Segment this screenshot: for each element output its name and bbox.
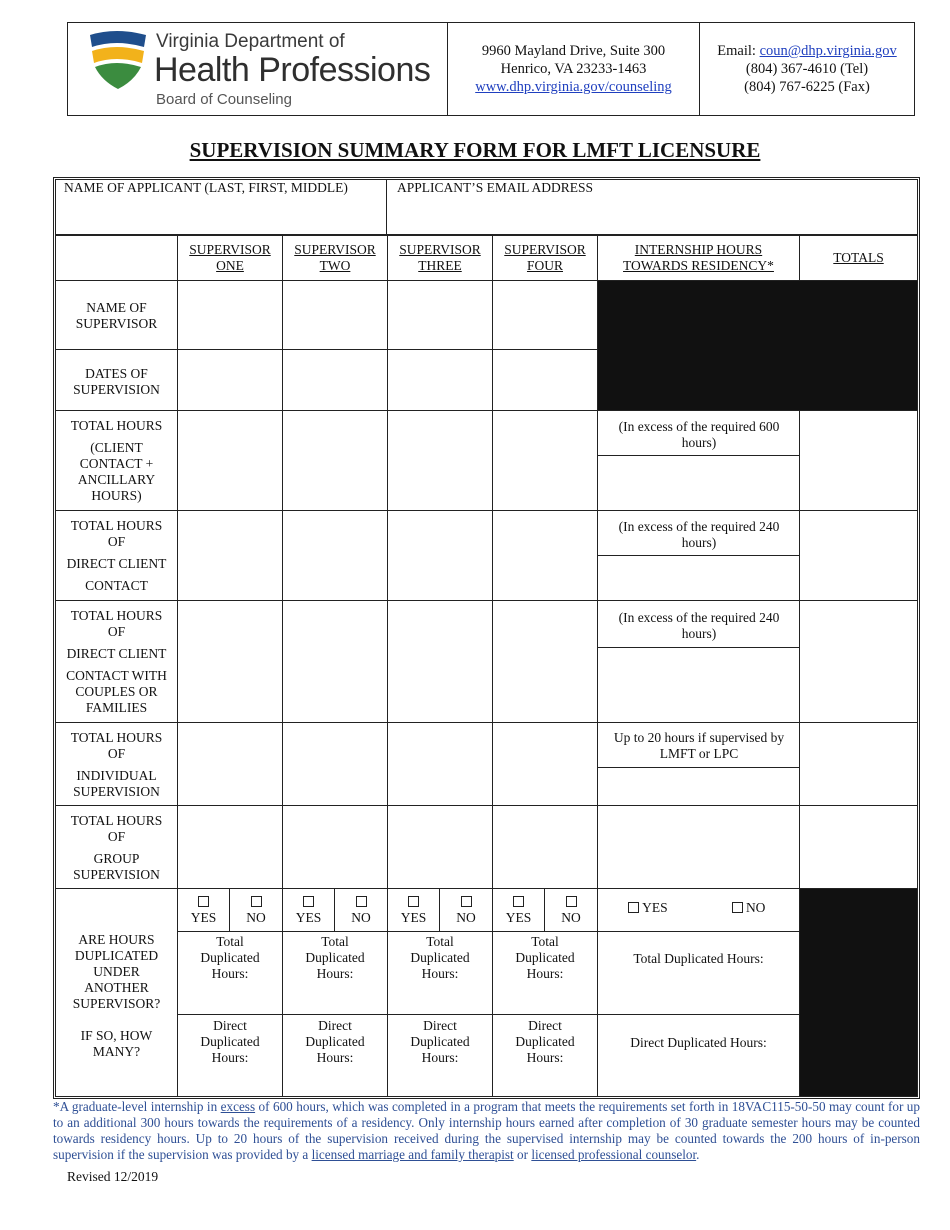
sup2-total-duplicated[interactable]: Total Duplicated Hours: (305, 934, 365, 981)
checkbox-icon (566, 896, 577, 907)
email-link[interactable]: coun@dhp.virginia.gov (759, 43, 897, 59)
email-label: Email: (717, 43, 760, 59)
address-block (448, 23, 700, 115)
col-header-supervisor-four: SUPERVISOR FOUR (504, 242, 586, 273)
internship-no-checkbox[interactable]: NO (698, 900, 799, 916)
sup4-direct-duplicated[interactable]: Direct Duplicated Hours: (515, 1018, 575, 1065)
row-label-total-hours: TOTAL HOURS (CLIENT CONTACT + ANCILLARY HOURS) (70, 418, 163, 503)
row-label-group: TOTAL HOURS OF GROUP SUPERVISION (70, 813, 163, 882)
internship-yes-checkbox[interactable]: YES (598, 900, 698, 916)
col-header-internship: INTERNSHIP HOURS TOWARDS RESIDENCY* (623, 242, 774, 273)
internship-note-600: (In excess of the required 600 hours) (618, 419, 780, 450)
sup4-no-checkbox[interactable]: NO (545, 894, 597, 926)
letterhead (67, 22, 915, 116)
internship-note-240-couples: (In excess of the required 240 hours) (618, 610, 780, 641)
sup3-direct-duplicated[interactable]: Direct Duplicated Hours: (410, 1018, 470, 1065)
supervision-form (53, 177, 920, 1099)
row-label-individual: TOTAL HOURS OF INDIVIDUAL SUPERVISION (70, 730, 163, 799)
internship-note-240-direct: (In excess of the required 240 hours) (618, 519, 780, 550)
sup3-total-duplicated[interactable]: Total Duplicated Hours: (410, 934, 470, 981)
row-label-dates: DATES OF SUPERVISION (73, 366, 160, 397)
checkbox-icon (303, 896, 314, 907)
internship-total-duplicated[interactable]: Total Duplicated Hours: (633, 951, 764, 966)
sup4-total-duplicated[interactable]: Total Duplicated Hours: (515, 934, 575, 981)
address-line2: Henrico, VA 23233-1463 (500, 61, 647, 77)
col-header-totals: TOTALS (833, 250, 884, 265)
internship-direct-duplicated[interactable]: Direct Duplicated Hours: (630, 1035, 767, 1050)
logo-org-line1: Virginia Department of (156, 31, 345, 52)
dhp-logo (68, 23, 448, 115)
sup1-direct-duplicated[interactable]: Direct Duplicated Hours: (200, 1018, 260, 1065)
sup2-direct-duplicated[interactable]: Direct Duplicated Hours: (305, 1018, 365, 1065)
row-label-couples: TOTAL HOURS OF DIRECT CLIENT CONTACT WITH COUPLES OR FAMILIES (66, 608, 167, 715)
sup4-yes-checkbox[interactable]: YES (493, 894, 544, 926)
sup1-yes-checkbox[interactable]: YES (178, 894, 229, 926)
sup2-no-checkbox[interactable]: NO (335, 894, 387, 926)
row-label-direct-client: TOTAL HOURS OF DIRECT CLIENT CONTACT (66, 518, 167, 593)
contact-block (700, 23, 914, 115)
checkbox-icon (732, 902, 743, 913)
shaded-block (800, 889, 917, 1096)
tel: (804) 367-4610 (Tel) (745, 61, 869, 77)
shield-logo-icon (86, 29, 152, 91)
address-line1: 9960 Mayland Drive, Suite 300 (481, 43, 666, 59)
checkbox-icon (356, 896, 367, 907)
col-header-supervisor-one: SUPERVISOR ONE (189, 242, 271, 273)
col-header-supervisor-three: SUPERVISOR THREE (399, 242, 481, 273)
logo-org-line2: Health Professions (154, 51, 431, 89)
col-header-supervisor-two: SUPERVISOR TWO (294, 242, 376, 273)
applicant-email-label: APPLICANT’S EMAIL ADDRESS (397, 180, 594, 195)
sup2-yes-checkbox[interactable]: YES (283, 894, 334, 926)
form-title: SUPERVISION SUMMARY FORM FOR LMFT LICENSURE (189, 138, 761, 162)
applicant-name-field[interactable] (64, 198, 380, 230)
applicant-name-label: NAME OF APPLICANT (LAST, FIRST, MIDDLE) (64, 180, 348, 195)
checkbox-icon (513, 896, 524, 907)
checkbox-icon (198, 896, 209, 907)
internship-note-individual: Up to 20 hours if supervised by LMFT or LPC (613, 730, 785, 761)
website-link[interactable]: www.dhp.virginia.gov/counseling (475, 79, 672, 95)
checkbox-icon (628, 902, 639, 913)
checkbox-icon (461, 896, 472, 907)
fax: (804) 767-6225 (Fax) (744, 79, 870, 95)
revision-date: Revised 12/2019 (67, 1169, 159, 1184)
shaded-block (598, 281, 917, 410)
sup3-no-checkbox[interactable]: NO (440, 894, 492, 926)
sup1-no-checkbox[interactable]: NO (230, 894, 282, 926)
logo-org-line3: Board of Counseling (156, 91, 292, 108)
applicant-email-field[interactable] (397, 198, 911, 230)
footnote: *A graduate-level internship in excess of 600 hours, which was completed in a program that meets the requirements set forth in 18VAC115-50-50 may count for up to an additional 300 hours towards the requirements of a residency. Only internship hours earned after completion of 30 graduate semester hours may be counted towards residency hours. Up to 20 hours of the supervision received during the supervised internship may be counted towards the 200 hours of in-person supervision if the supervision was provided by a licensed marriage and family therapist or licensed professional counselor. (53, 1099, 920, 1162)
row-label-name-of-supervisor: NAME OF SUPERVISOR (75, 300, 158, 331)
row-label-duplicated: ARE HOURS DUPLICATED UNDER ANOTHER SUPERVISOR? IF SO, HOW MANY? (72, 932, 161, 1059)
checkbox-icon (251, 896, 262, 907)
checkbox-icon (408, 896, 419, 907)
sup3-yes-checkbox[interactable]: YES (388, 894, 439, 926)
sup1-total-duplicated[interactable]: Total Duplicated Hours: (200, 934, 260, 981)
